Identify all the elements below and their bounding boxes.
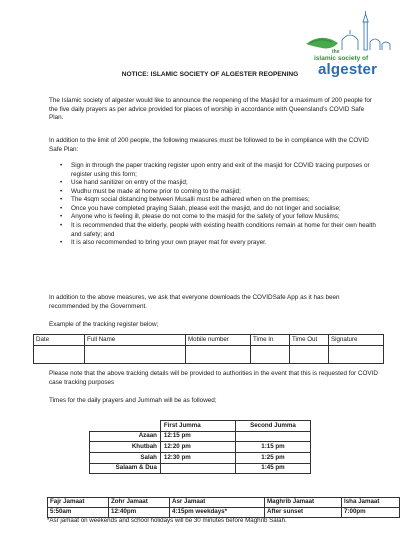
times-intro: Times for the daily prayers and Jummah will be as followed;	[49, 397, 217, 404]
measure-item: • Use hand sanitizer on entry of the masjid;	[49, 179, 379, 188]
register-intro: Example of the tracking register below;	[49, 321, 159, 328]
header-zohr: Zohr Jamaat	[109, 498, 170, 508]
header-maghrib: Maghrib Jamaat	[265, 498, 342, 508]
jummah-times-table	[89, 420, 311, 474]
measure-item: • Anyone who is feeling ill, please do not come to the masjid for the safety of your fellow Muslims;	[49, 213, 379, 222]
header-isha: Isha Jamaat	[342, 498, 400, 508]
table-header-row	[90, 421, 311, 432]
table-header-row	[48, 498, 400, 508]
measures-intro: In addition to the limit of 200 people, the following measures must be followed to be in compliance with the COVID Safe Plan:	[49, 137, 369, 153]
measure-item: • It is also recommended to bring your own prayer mat for every prayer.	[49, 239, 379, 248]
society-logo	[302, 10, 398, 80]
header-first-jumma: First Jumma	[160, 421, 235, 432]
measures-list	[49, 162, 379, 248]
table-row: Salaam & Dua 1:45 pm	[90, 463, 311, 474]
table-row: Khutbah 12:20 pm 1:15 pm	[90, 442, 311, 453]
logo-name: algester	[318, 61, 378, 78]
header-time-out: Time Out	[290, 335, 329, 346]
table-header-row	[34, 335, 384, 346]
header-signature: Signature	[329, 335, 384, 346]
header-asr: Asr Jamaat	[170, 498, 265, 508]
table-row: Azaan 12:15 pm	[90, 431, 311, 442]
measure-item: • Once you have completed praying Salah, please exit the masjid, and do not linger and socialise;	[49, 205, 379, 214]
header-fajr: Fajr Jamaat	[48, 498, 109, 508]
tracking-register-table	[33, 334, 384, 364]
measure-item: • Sign in through the paper tracking register upon entry and exit of the masjid for COVID tracing purposes or register using this form;	[49, 162, 379, 179]
table-row: 5:50am 12:40pm 4:15pm weekdays* After sunset 7:00pm	[48, 508, 400, 518]
header-second-jumma: Second Jumma	[235, 421, 310, 432]
mosque-skyline-icon	[302, 10, 398, 55]
intro-paragraph: The Islamic society of algester would like to announce the reopening of the Masjid for a maximum of 200 people for the five daily prayers as per advice provided for places of worship in accordance with Queensland’s COVID Safe Plan.	[49, 97, 373, 122]
header-full-name: Full Name	[85, 335, 186, 346]
daily-jamaat-table	[47, 497, 400, 518]
asr-footnote: *Asr jamaat on weekends and school holidays will be 30 minutes before Maghrib Salah.	[47, 517, 287, 524]
header-date: Date	[34, 335, 85, 346]
header-time-in: Time In	[251, 335, 290, 346]
measure-item: • The 4sqm social distancing between Musalli must be adhered when on the premises;	[49, 196, 379, 205]
notice-title: NOTICE: ISLAMIC SOCIETY OF ALGESTER REOPENING	[121, 71, 299, 78]
measure-item: • It is recommended that the elderly, people with existing health conditions remain at home for their own health and safety; and	[49, 222, 379, 239]
app-note: In addition to the above measures, we ask that everyone downloads the COVIDSafe App as it has been recommended by the Government.	[49, 294, 340, 310]
table-row: Salah 12:30 pm 1:25 pm	[90, 453, 311, 464]
header-mobile: Mobile number	[186, 335, 251, 346]
table-row	[34, 346, 384, 364]
logo-the: the	[332, 49, 340, 55]
privacy-note: Please note that the above tracking details will be provided to authorities in the event that this is requested for COVID case tracking purposes	[49, 370, 379, 386]
measure-item: • Wudhu must be made at home prior to coming to the masjid;	[49, 188, 379, 197]
logo-society-text: islamic society of	[314, 55, 369, 62]
